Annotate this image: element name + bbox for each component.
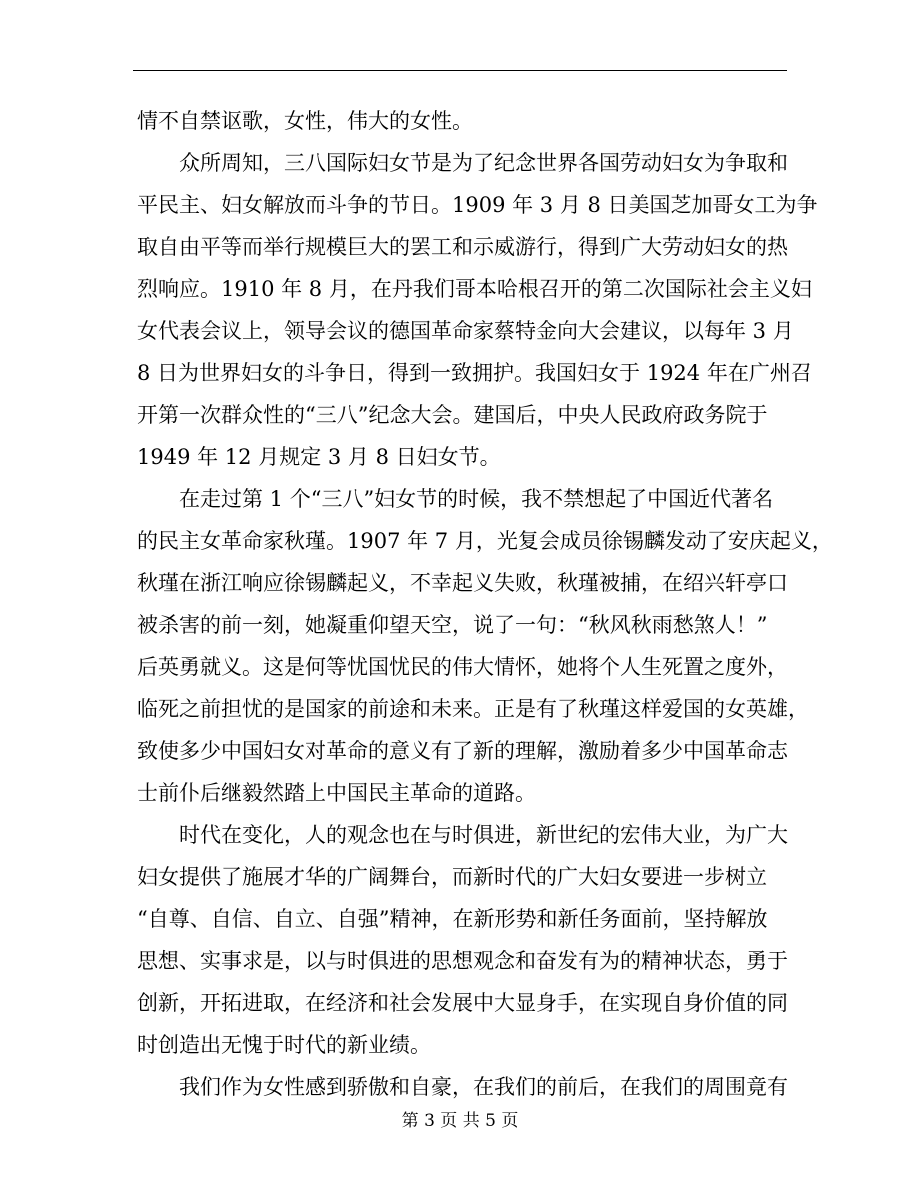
text-line: 后英勇就义。这是何等忧国忧民的伟大情怀，她将个人生死置之度外， [137,655,788,679]
text-line: 临死之前担忧的是国家的前途和未来。正是有了秋瑾这样爱国的女英雄， [137,697,809,721]
text-line: 女代表会议上，领导会议的德国革命家蔡特金向大会建议，以每年 3 月 [137,319,794,343]
text-line: “自尊、自信、自立、自强”精神，在新形势和新任务面前，坚持解放 [137,907,768,931]
paragraph-start-line: 我们作为女性感到骄傲和自豪，在我们的前后，在我们的周围竟有 [179,1075,788,1099]
text-line: 被杀害的前一刻，她凝重仰望天空，说了一句：“秋风秋雨愁煞人！” [137,613,768,637]
text-line: 妇女提供了施展才华的广阔舞台，而新时代的广大妇女要进一步树立 [137,865,767,889]
paragraph-start-line: 在走过第 1 个“三八”妇女节的时候，我不禁想起了中国近代著名 [179,487,774,511]
paragraph-start-line: 众所周知，三八国际妇女节是为了纪念世界各国劳动妇女为争取和 [179,151,788,175]
text-line: 8 日为世界妇女的斗争日，得到一致拥护。我国妇女于 1924 年在广州召 [137,361,812,385]
text-line: 创新，开拓进取，在经济和社会发展中大显身手，在实现自身价值的同 [137,991,788,1015]
paragraph-start-line: 时代在变化，人的观念也在与时俱进，新世纪的宏伟大业，为广大 [179,823,788,847]
page-number-footer: 第 3 页 共 5 页 [401,1111,519,1131]
text-line: 士前仆后继毅然踏上中国民主革命的道路。 [137,781,536,805]
text-line: 思想、实事求是，以与时俱进的思想观念和奋发有为的精神状态，勇于 [137,949,788,973]
text-line: 致使多少中国妇女对革命的意义有了新的理解，激励着多少中国革命志 [137,739,788,763]
text-line: 平民主、妇女解放而斗争的节日。1909 年 3 月 8 日美国芝加哥女工为争 [137,193,818,217]
text-line: 取自由平等而举行规模巨大的罢工和示威游行，得到广大劳动妇女的热 [137,235,788,259]
text-line: 的民主女革命家秋瑾。1907 年 7 月，光复会成员徐锡麟发动了安庆起义， [137,529,833,553]
header-rule [133,70,787,71]
text-line: 情不自禁讴歌，女性，伟大的女性。 [137,109,473,133]
text-line: 秋瑾在浙江响应徐锡麟起义，不幸起义失败，秋瑾被捕，在绍兴轩亭口 [137,571,788,595]
text-line: 1949 年 12 月规定 3 月 8 日妇女节。 [137,445,501,469]
text-line: 烈响应。1910 年 8 月，在丹我们哥本哈根召开的第二次国际社会主义妇 [137,277,812,301]
text-line: 时创造出无愧于时代的新业绩。 [137,1033,431,1057]
text-line: 开第一次群众性的“三八”纪念大会。建国后，中央人民政府政务院于 [137,403,768,427]
